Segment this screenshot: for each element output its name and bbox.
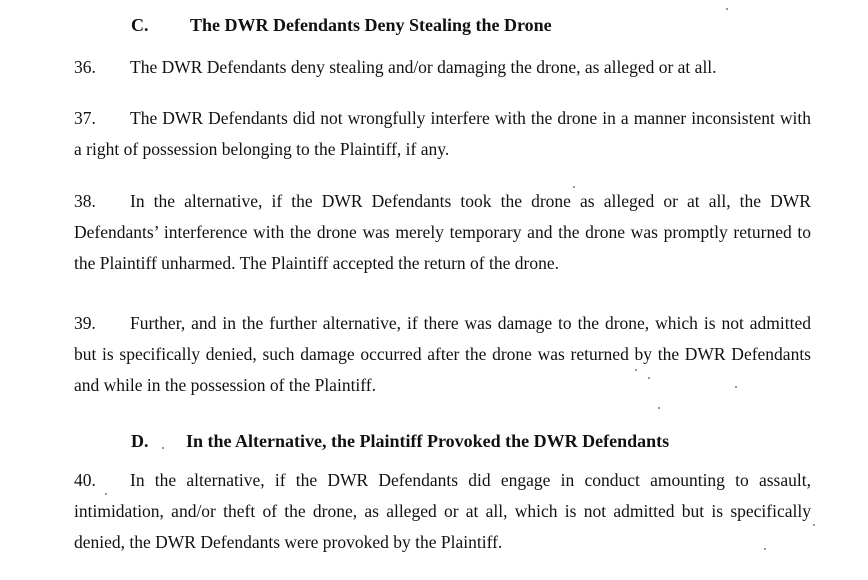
paragraph-39	[74, 308, 811, 401]
scan-speck	[726, 8, 728, 10]
section-d-title: In the Alternative, the Plaintiff Provoked the DWR Defendants	[186, 431, 670, 451]
paragraph-40	[74, 465, 811, 558]
scan-speck	[573, 186, 575, 188]
scan-speck	[648, 377, 650, 379]
scan-speck	[813, 524, 815, 526]
section-c-heading	[131, 14, 552, 36]
paragraph-38	[74, 186, 811, 279]
paragraph-number: 38.	[74, 191, 96, 211]
section-d-letter: D.	[131, 431, 149, 451]
paragraph-text: In the alternative, if the DWR Defendants did engage in conduct amounting to assault, intimidation, and/or theft of the drone, as alleged or at all, which is not admitted but is specifically denied, the DWR Defendants were provoked by the Plaintiff.	[74, 470, 811, 552]
paragraph-number: 37.	[74, 108, 96, 128]
scan-speck	[635, 369, 637, 371]
scan-speck	[735, 386, 737, 388]
paragraph-37	[74, 103, 811, 165]
paragraph-text: The DWR Defendants deny stealing and/or damaging the drone, as alleged or at all.	[130, 57, 717, 77]
paragraph-text: In the alternative, if the DWR Defendants took the drone as alleged or at all, the DWR Defendants’ interference with the drone was merely temporary and the drone was promptly returned to the Plaintiff unharmed. The Plaintiff accepted the return of the drone.	[74, 191, 811, 273]
paragraph-text: Further, and in the further alternative, if there was damage to the drone, which is not admitted but is specifically denied, such damage occurred after the drone was returned by the DWR Defendants and while in the possession of the Plaintiff.	[74, 313, 811, 395]
scan-speck	[764, 548, 766, 550]
paragraph-number: 40.	[74, 470, 96, 490]
scan-speck	[658, 407, 660, 409]
paragraph-text: The DWR Defendants did not wrongfully interfere with the drone in a manner inconsistent with a right of possession belonging to the Plaintiff, if any.	[74, 108, 811, 159]
paragraph-36	[74, 52, 811, 83]
scan-speck	[105, 493, 107, 495]
section-c-letter: C.	[131, 15, 149, 35]
section-c-title: The DWR Defendants Deny Stealing the Drone	[190, 15, 552, 35]
section-d-heading	[131, 430, 669, 452]
scan-speck	[162, 447, 164, 449]
paragraph-number: 36.	[74, 57, 96, 77]
paragraph-number: 39.	[74, 313, 96, 333]
